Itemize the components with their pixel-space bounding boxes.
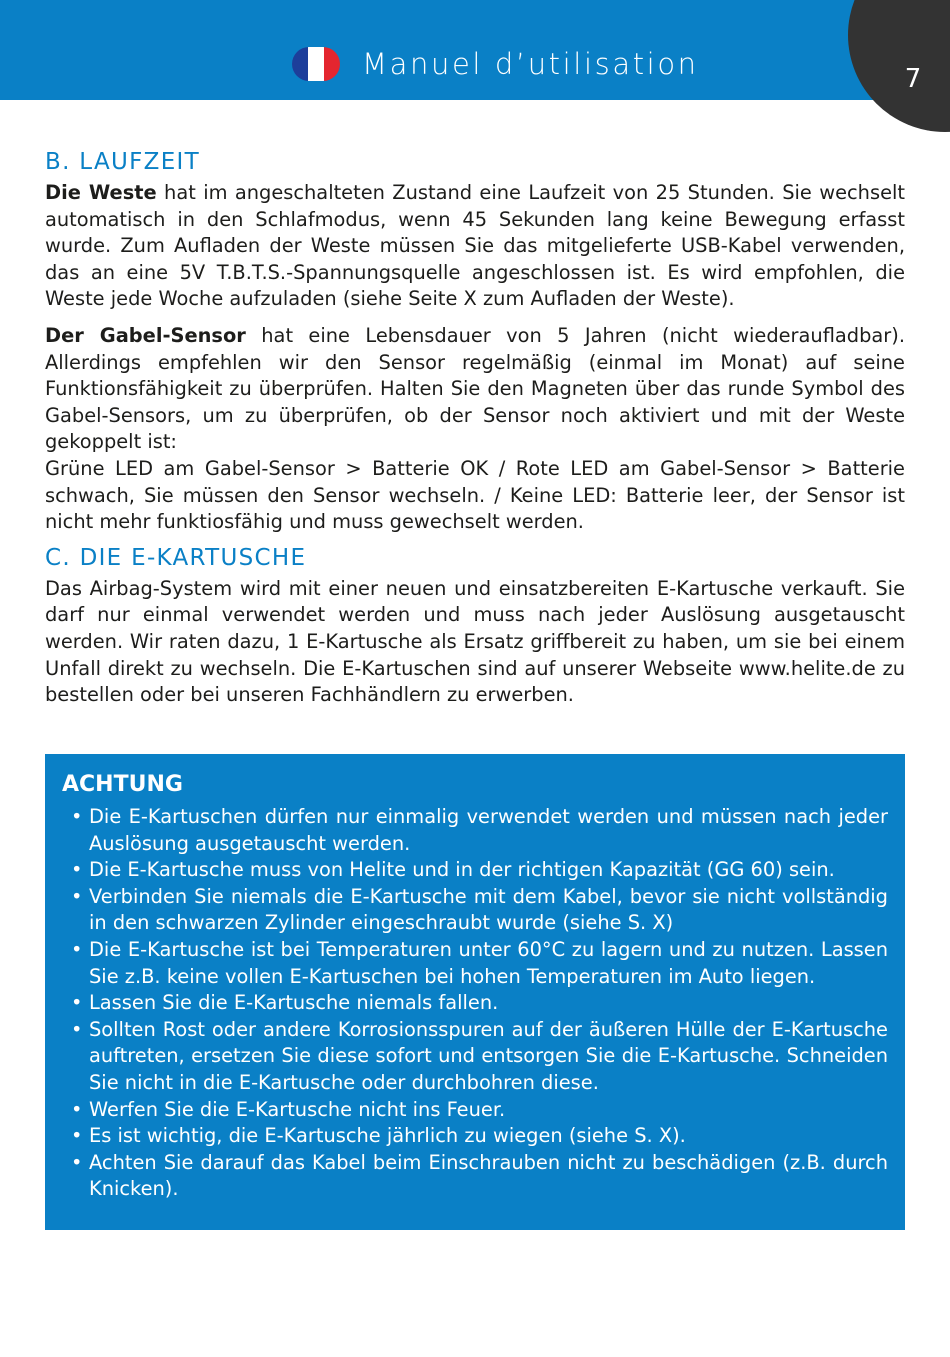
warning-item: • Die E-Kartuschen dürfen nur einmalig verwendet werden und müssen nach jeder Auslösung ausgetauscht werden. <box>62 804 888 857</box>
warning-list <box>62 804 888 1203</box>
paragraph-body: hat im angeschalteten Zustand eine Laufzeit von 25 Stunden. Sie wechselt automatisch in den Schlafmodus, wenn 45 Sekunden lang keine Bewegung erfasst wurde. Zum Aufladen der Weste müssen Sie das mitgelieferte USB-Kabel verwenden, das an eine 5V T.B.T.S.-Spannungsquelle angeschlossen ist. Es wird empfohlen, die Weste jede Woche aufzuladen (siehe Seite X zum Aufladen der Weste). <box>45 181 905 311</box>
page-number: 7 <box>904 64 922 94</box>
warning-item: • Lassen Sie die E-Kartusche niemals fallen. <box>62 990 888 1017</box>
section-title-e-kartusche: C. DIE E-KARTUSCHE <box>45 544 307 571</box>
warning-item: • Werfen Sie die E-Kartusche nicht ins Feuer. <box>62 1097 888 1124</box>
warning-item: • Sollten Rost oder andere Korrosionsspuren auf der äußeren Hülle der E-Kartusche auftreten, ersetzen Sie diese sofort und entsorgen Sie die E-Kartusche. Schneiden Sie nicht in die E-Kartusche oder durchbohren diese. <box>62 1017 888 1097</box>
section-title-laufzeit: B. LAUFZEIT <box>45 149 200 175</box>
french-flag-icon <box>292 47 340 81</box>
paragraph-weste <box>45 180 905 313</box>
paragraph-lead: Der Gabel-Sensor <box>45 323 246 347</box>
warning-box <box>45 754 905 1230</box>
paragraph-e-kartusche: Das Airbag-System wird mit einer neuen und einsatzbereiten E-Kartusche verkauft. Sie darf nur einmal verwendet werden und muss nach jeder Auslösung ausgetauscht werden. Wir raten dazu, 1 E-Kartusche als Ersatz griffbereit zu haben, um sie bei einem Unfall direkt zu wechseln. Die E-Kartuschen sind auf unserer Webseite www.helite.de zu bestellen oder bei unseren Fachhändlern zu erwerben. <box>45 576 905 707</box>
paragraph-body: hat eine Lebensdauer von 5 Jahren (nicht wiederaufladbar). Allerdings empfehlen wir den Sensor regelmäßig (einmal im Monat) auf seine Funktionsfähigkeit zu überprüfen. Halten Sie den Magneten über das runde Symbol des Gabel-Sensors, um zu überprüfen, ob der Sensor noch aktiviert und mit der Weste gekoppelt ist: <box>45 323 905 454</box>
warning-item: • Die E-Kartusche ist bei Temperaturen unter 60°C zu lagern und zu nutzen. Lassen Sie z.B. keine vollen E-Kartuschen bei hohen Temperaturen im Auto liegen. <box>62 937 888 990</box>
warning-item: • Achten Sie darauf das Kabel beim Einschrauben nicht zu beschädigen (z.B. durch Knicken). <box>62 1150 888 1203</box>
paragraph-lead: Die Weste <box>45 181 157 204</box>
header-title: Manuel d’utilisation <box>362 47 699 81</box>
warning-title: ACHTUNG <box>62 772 183 797</box>
main-content <box>45 144 905 719</box>
warning-item: • Verbinden Sie niemals die E-Kartusche mit dem Kabel, bevor sie nicht vollständig in den schwarzen Zylinder eingeschraubt wurde (siehe S. X) <box>62 884 888 937</box>
page-header <box>0 0 950 100</box>
paragraph-gabel-sensor <box>45 323 905 456</box>
warning-item: • Es ist wichtig, die E-Kartusche jährlich zu wiegen (siehe S. X). <box>62 1123 888 1150</box>
warning-item: • Die E-Kartusche muss von Helite und in der richtigen Kapazität (GG 60) sein. <box>62 857 888 884</box>
paragraph-led-status: Grüne LED am Gabel-Sensor > Batterie OK / Rote LED am Gabel-Sensor > Batterie schwach, Sie müssen den Sensor wechseln. / Keine LED: Batterie leer, der Sensor ist nicht mehr funktiosfähig und muss gewechselt werden. <box>45 456 905 534</box>
